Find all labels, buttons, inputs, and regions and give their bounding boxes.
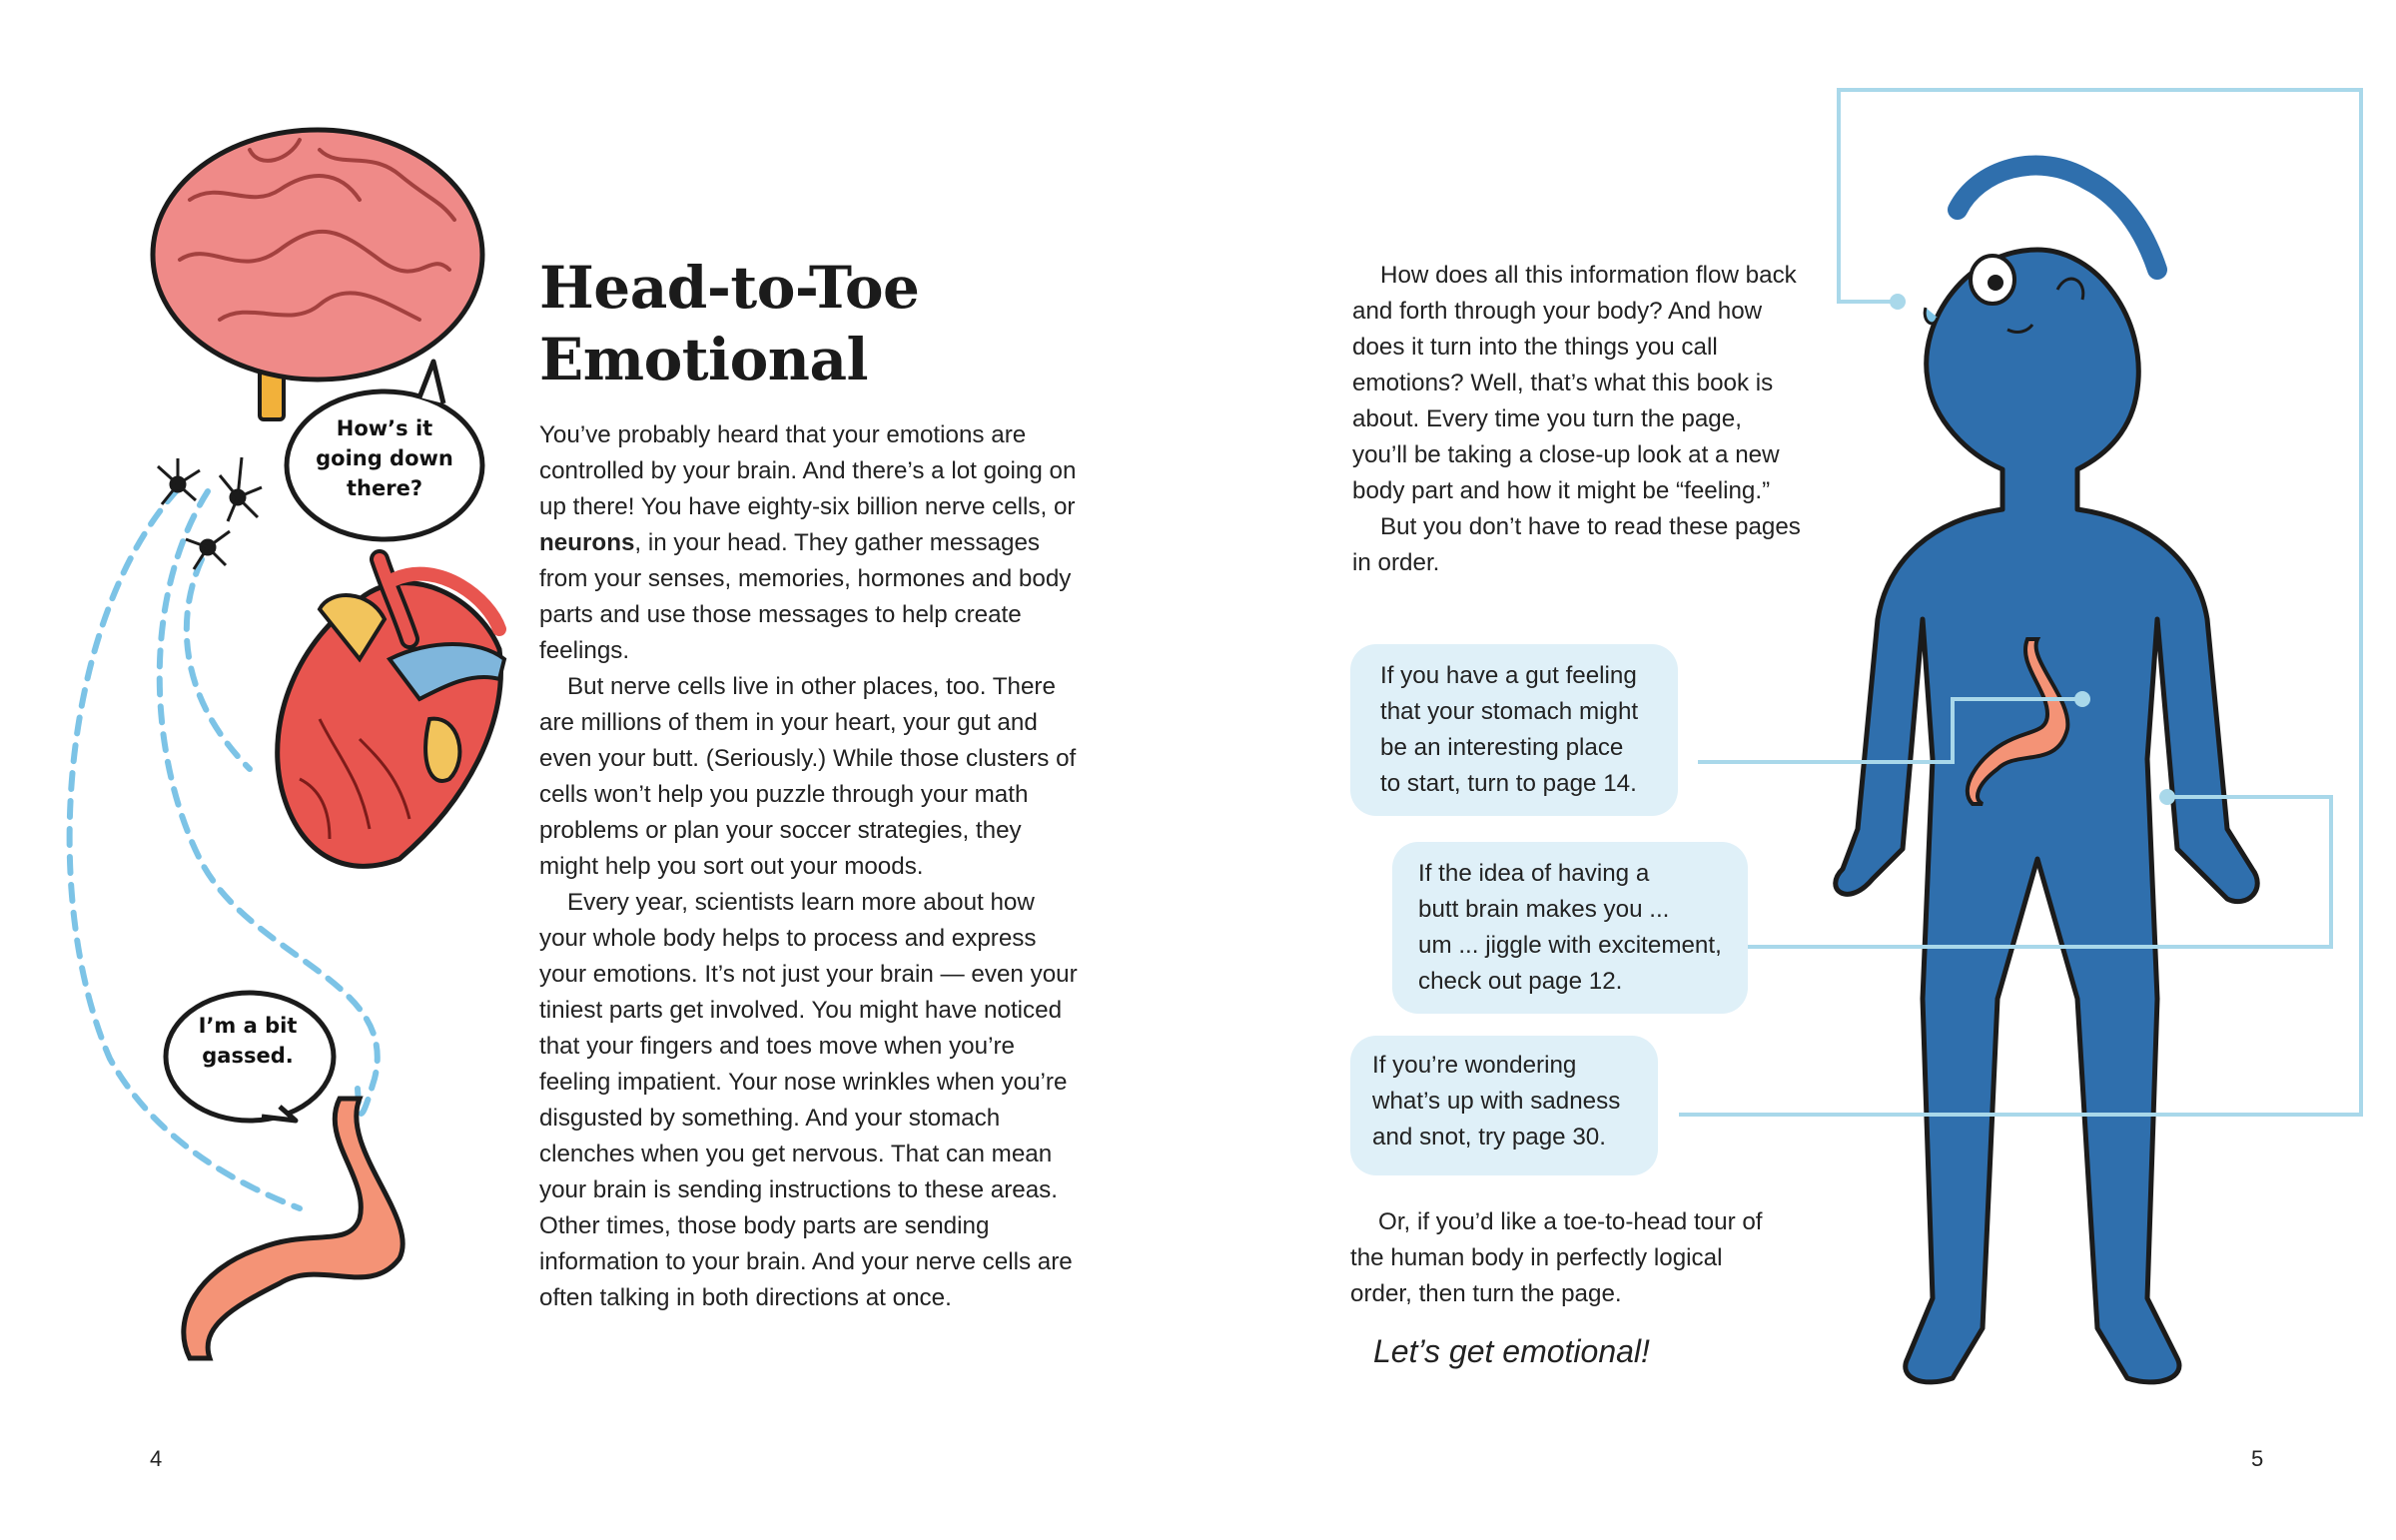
closing-paragraph: Or, if you’d like a toe-to-head tour of the human body in perfectly logical order, then turn the page. (1350, 1208, 1763, 1307)
callout-line: what’s up with sadness (1372, 1088, 1621, 1115)
human-body-figure (1836, 166, 2258, 1382)
callout-line: be an interesting place (1380, 734, 1624, 761)
bubble-line: going down (316, 446, 453, 470)
callout-line: If you have a gut feeling (1380, 662, 1637, 689)
right-paragraph-1: How does all this information flow back and forth through your body? And how does it turn into the things you call emotions? Well, that’s what this book is about. Every time you turn the page, you’ll be taking a close-up look at a new body part and how it might be “feeling.” (1352, 262, 1797, 504)
bubble-line: How’s it (336, 416, 433, 440)
bubble-line: there? (346, 476, 422, 500)
callout-butt-brain (1392, 842, 1748, 1014)
bubble-line: gassed. (202, 1044, 294, 1068)
page-number-right: 5 (2251, 1446, 2264, 1471)
callout-line: If you’re wondering (1372, 1052, 1577, 1079)
paragraph-1-pre: You’ve probably heard that your emotions are controlled by your brain. And there’s a lot going on up there! You have eighty-six billion nerve cells, or (539, 421, 1077, 520)
callout-line: check out page 12. (1418, 968, 1623, 995)
title-line: Head-to-Toe (539, 254, 920, 322)
page-title (539, 252, 1099, 395)
right-paragraph-2: But you don’t have to read these pages in order. (1352, 513, 1801, 576)
stomach-icon (184, 1099, 402, 1358)
speech-bubble-stomach-text (178, 1011, 318, 1071)
paragraph-1-post: , in your head. They gather messages from your senses, memories, hormones and body parts and use those messages to help create feelings. (539, 529, 1072, 664)
page-number-left: 4 (150, 1446, 163, 1471)
outro-text: Let’s get emotional! (1373, 1333, 1650, 1369)
callout-line: butt brain makes you ... (1418, 896, 1670, 923)
paragraph-2: But nerve cells live in other places, too. There are millions of them in your heart, your gut and even your butt. (Seriously.) While those clusters of cells won’t help you puzzle through your math problems or plan your soccer strategies, they might help you sort out your moods. (539, 673, 1077, 880)
callout-gut-feeling (1350, 644, 1678, 816)
right-body-text (1352, 258, 1802, 581)
callout-line: and snot, try page 30. (1372, 1124, 1606, 1151)
callout-line: If the idea of having a (1418, 860, 1650, 887)
callout-line: that your stomach might (1380, 698, 1639, 725)
callout-line: um ... jiggle with excitement, (1418, 932, 1722, 959)
closing-text (1350, 1204, 1790, 1312)
paragraph-1 (539, 417, 1079, 669)
left-body-text (539, 417, 1079, 1316)
neurons-term: neurons (539, 529, 635, 556)
heart-icon (278, 559, 504, 866)
neuron-icons (158, 457, 262, 569)
speech-bubble-brain-text (290, 413, 479, 503)
title-line: Emotional (539, 326, 869, 393)
paragraph-3: Every year, scientists learn more about how your whole body helps to process and express your emotions. It’s not just your brain — even your tiniest parts get involved. You might have noticed that your fingers and toes move when you’re feeling impatient. Your nose wrinkles when you’re disgusted by something. And your stomach clenches when you get nervous. That can mean your brain is sending instructions to these areas. Other times, those body parts are sending information to your brain. And your nerve cells are often talking in both directions at once. (539, 889, 1078, 1311)
callout-line: to start, turn to page 14. (1380, 770, 1637, 797)
callout-sadness-snot (1350, 1036, 1658, 1175)
bubble-line: I’m a bit (198, 1014, 298, 1038)
